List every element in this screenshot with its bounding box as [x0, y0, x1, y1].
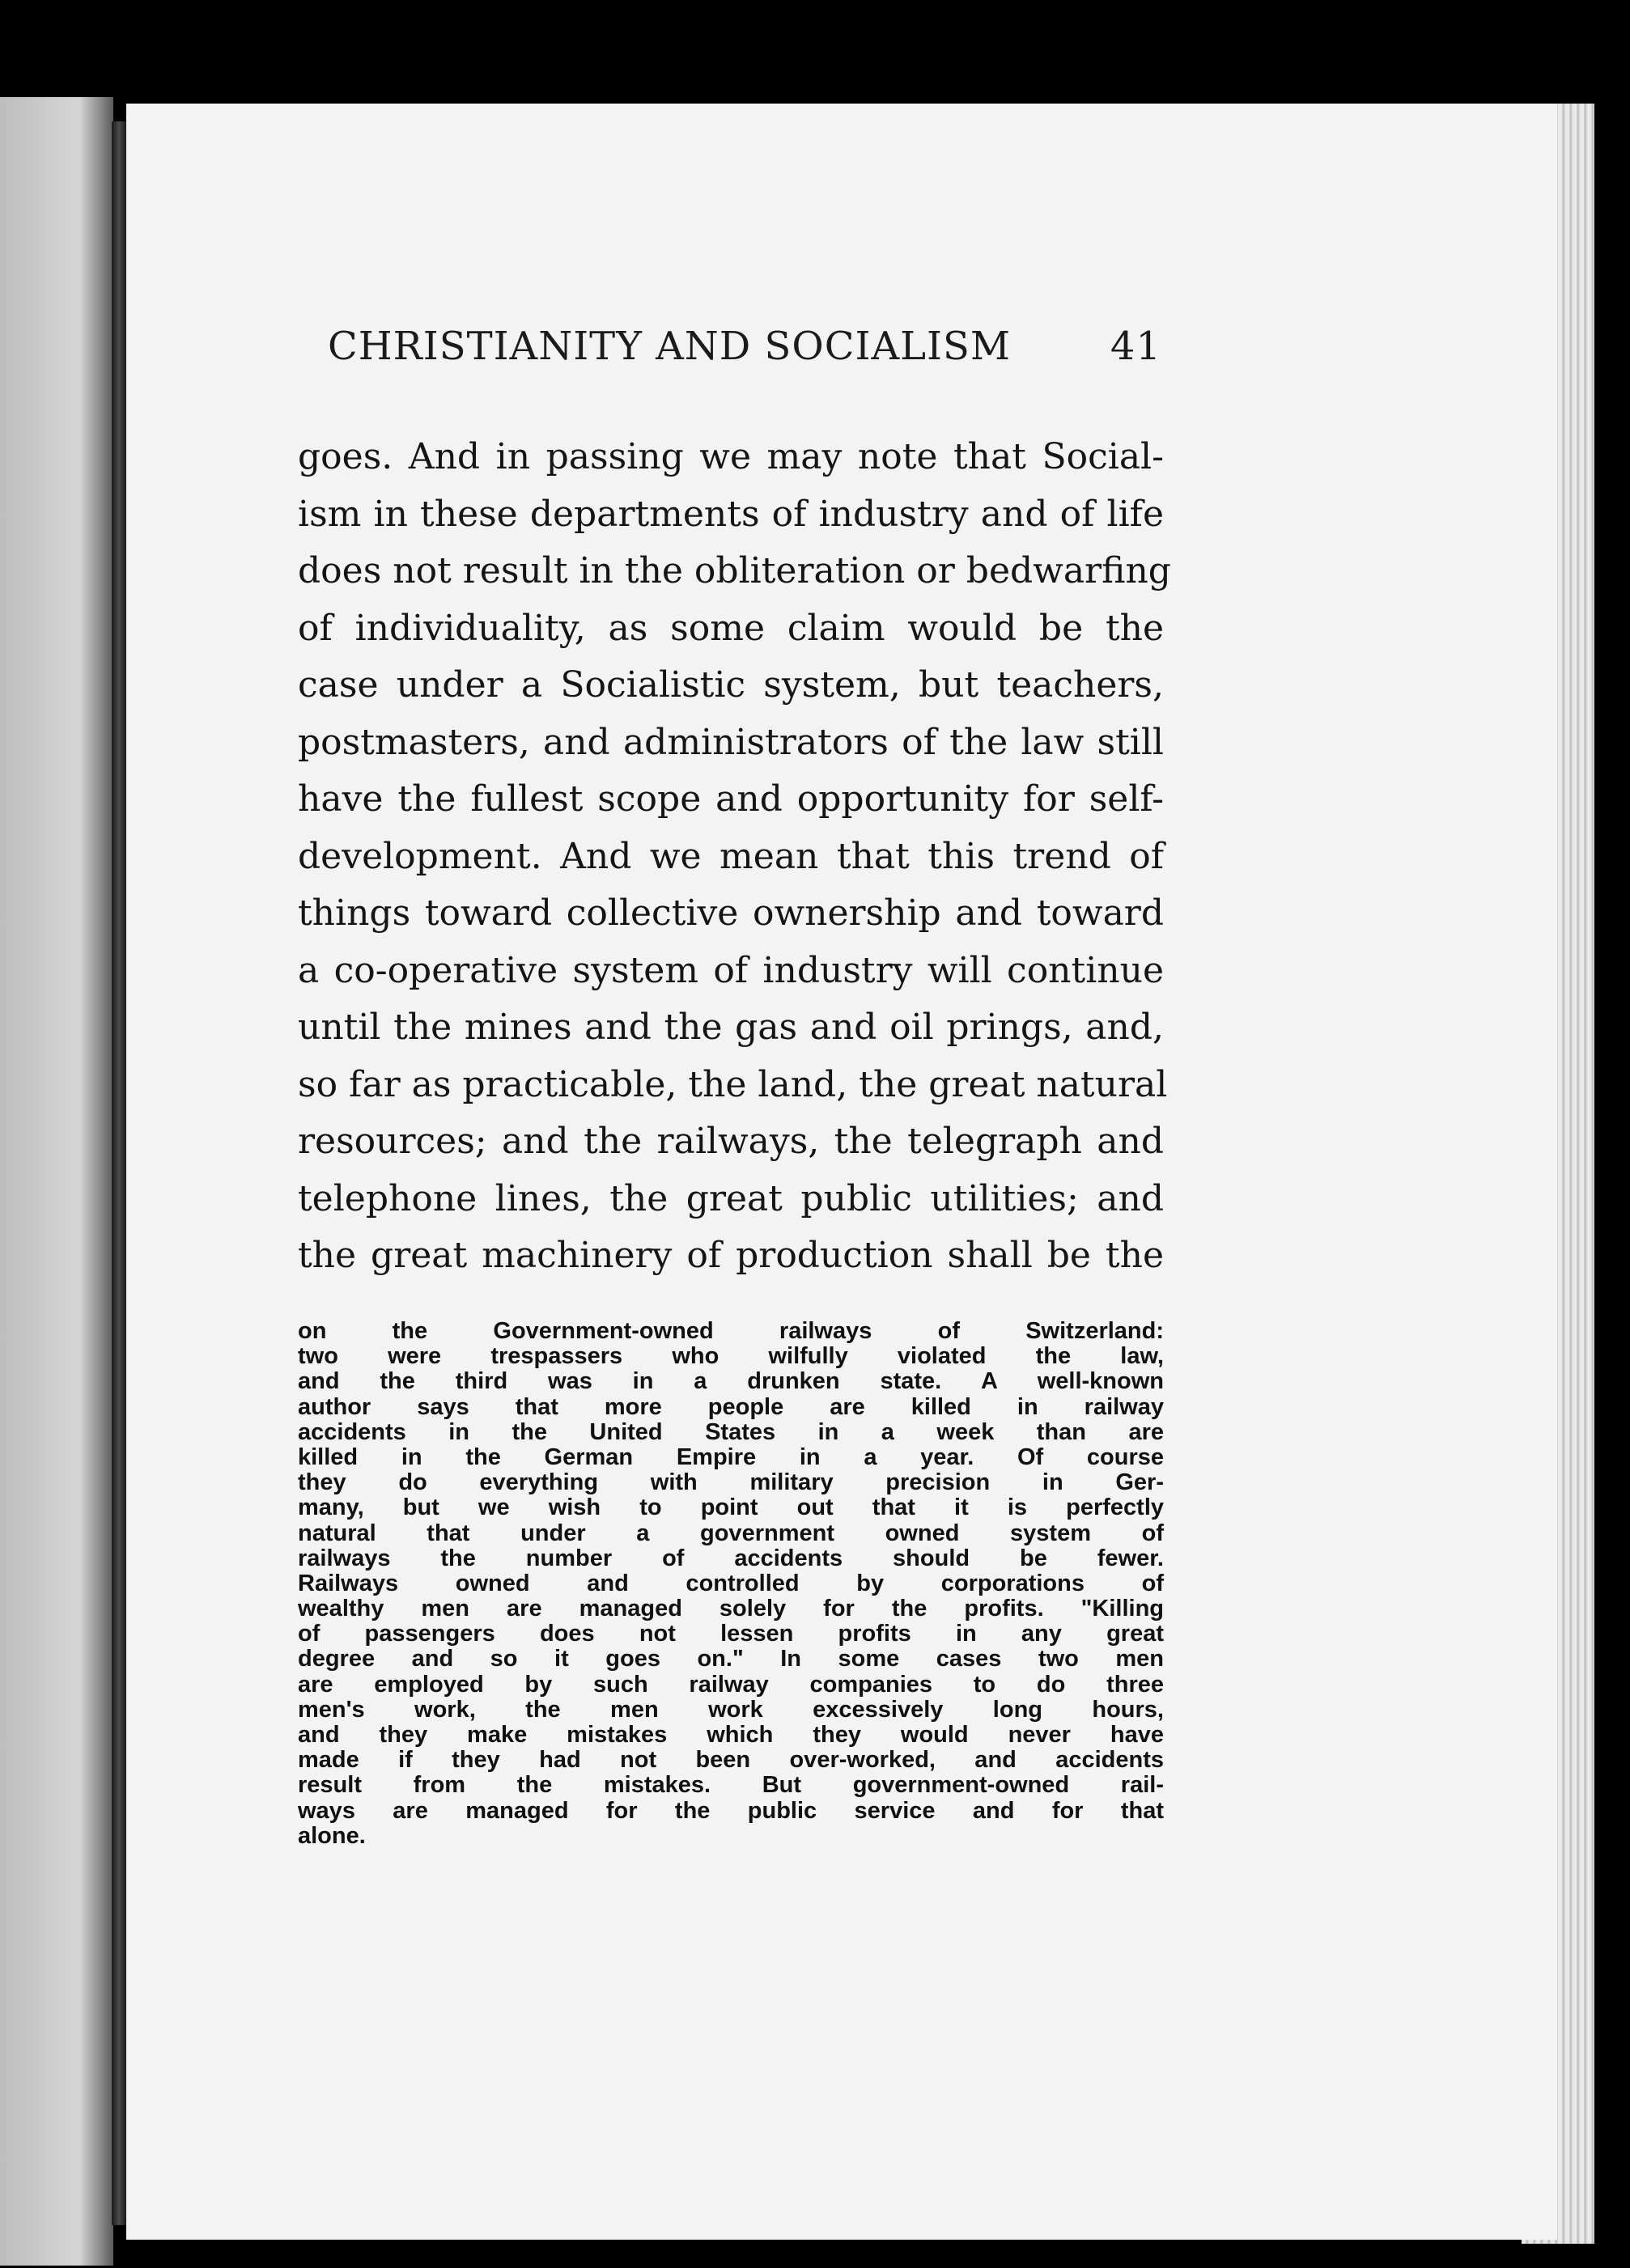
footnote-line: wealthy men are managed solely for the profits. "Killing: [298, 1596, 1164, 1622]
footnote: [298, 1319, 1164, 1849]
body-line: does not result in the obliteration or bedwarfing: [298, 550, 1171, 591]
body-line: a co-operative system of industry will continue: [298, 949, 1164, 991]
footnote-line: and they make mistakes which they would never have: [298, 1722, 1164, 1748]
footnote-line: author says that more people are killed in railway: [298, 1393, 1164, 1420]
footnote-line: two were trespassers who wilfully violated the law,: [298, 1343, 1164, 1370]
body-line: ism in these departments of industry and of life: [298, 493, 1164, 535]
footnote-line: on the Government-owned railways of Switzerland:: [298, 1318, 1164, 1344]
footnote-line: of passengers does not lessen profits in any great: [298, 1621, 1164, 1647]
body-line: until the mines and the gas and oil prings, and,: [298, 1007, 1164, 1048]
body-line: postmasters, and administrators of the law still: [298, 721, 1164, 763]
footnote-line: killed in the German Empire in a year. Of course: [298, 1443, 1164, 1470]
footnote-line: alone.: [298, 1822, 366, 1849]
footnote-line: natural that under a government owned system of: [298, 1520, 1164, 1546]
footnote-line: railways the number of accidents should be fewer.: [298, 1545, 1164, 1571]
body-line: telephone lines, the great public utilities; and: [298, 1177, 1164, 1219]
footnote-line: they do everything with military precision in Ger-: [298, 1469, 1164, 1496]
body-line: development. And we mean that this trend of: [298, 835, 1164, 877]
footnote-line: result from the mistakes. But government-owned rail-: [298, 1772, 1164, 1799]
body-line: of individuality, as some claim would be the: [298, 607, 1164, 649]
body-line: case under a Socialistic system, but teachers,: [298, 664, 1164, 706]
footnote-line: accidents in the United States in a week than are: [298, 1418, 1164, 1445]
footnote-line: made if they had not been over-worked, and accidents: [298, 1747, 1164, 1774]
footnote-line: men's work, the men work excessively long hours,: [298, 1696, 1164, 1723]
body-line: have the fullest scope and opportunity for self-: [298, 778, 1164, 820]
footnote-line: ways are managed for the public service and for that: [298, 1797, 1164, 1824]
left-page-edge: [0, 97, 113, 2266]
footnote-line: Railways owned and controlled by corporations of: [298, 1570, 1164, 1596]
body-line: the great machinery of production shall be the: [298, 1235, 1164, 1276]
body-text: [298, 429, 1171, 1285]
footnote-line: degree and so it goes on." In some cases two men: [298, 1646, 1164, 1672]
body-line: resources; and the railways, the telegraph and: [298, 1121, 1164, 1162]
body-line: things toward collective ownership and toward: [298, 892, 1164, 934]
page-number: 41: [1110, 324, 1161, 369]
footnote-line: are employed by such railway companies to do three: [298, 1671, 1164, 1698]
body-line: goes. And in passing we may note that Social-: [298, 436, 1164, 477]
footnote-line: and the third was in a drunken state. A well-known: [298, 1368, 1164, 1395]
footnote-line: many, but we wish to point out that it is perfectly: [298, 1494, 1164, 1521]
body-line: so far as practicable, the land, the great natural: [298, 1063, 1168, 1105]
book-binding-edge: [112, 121, 126, 2225]
running-head-title: CHRISTIANITY AND SOCIALISM: [328, 324, 1011, 369]
